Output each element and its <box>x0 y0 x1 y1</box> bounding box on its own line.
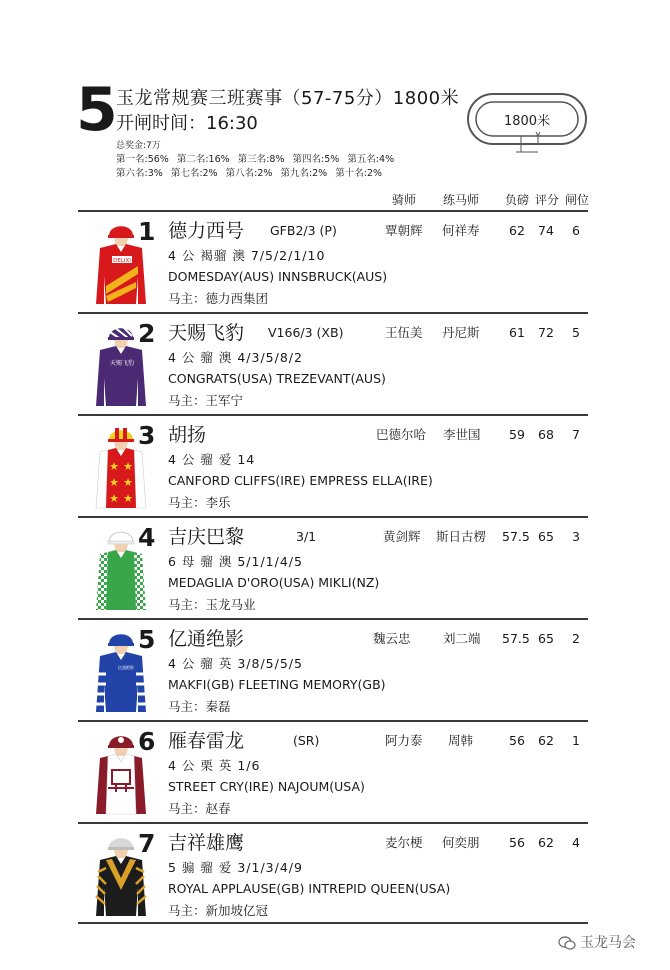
horse-pedigree: STREET CRY(IRE) NAJOUM(USA) <box>168 779 365 794</box>
prize-split: 第十名:2% <box>335 168 383 179</box>
jockey-name: 王伍美 <box>385 325 423 340</box>
rating-code: (SR) <box>293 733 320 748</box>
weight-value: 56 <box>509 733 525 748</box>
jockey-name: 巴德尔哈 <box>376 427 427 442</box>
horse-number: 3 <box>138 421 156 450</box>
svg-text:★: ★ <box>109 460 119 473</box>
race-start-time: 开闸时间：16:30 <box>116 113 258 134</box>
horse-owner: 马主：赵春 <box>168 801 231 816</box>
horse-row-2 <box>78 314 588 414</box>
horse-owner: 马主：秦磊 <box>168 699 231 714</box>
horse-number: 4 <box>138 523 156 552</box>
gate-value: 3 <box>572 529 580 544</box>
horse-row-1 <box>78 212 588 312</box>
weight-value: 61 <box>509 325 525 340</box>
jockey-name: 阿力泰 <box>385 733 423 748</box>
rating-code: 3/1 <box>296 529 317 544</box>
horse-name: 亿通绝影 <box>168 628 245 650</box>
horse-name: 吉庆巴黎 <box>168 526 245 548</box>
header-weight: 负磅 <box>505 193 530 207</box>
gate-value: 2 <box>572 631 580 646</box>
header-trainer: 练马师 <box>443 193 480 207</box>
horse-number: 5 <box>138 625 156 654</box>
prize-split: 第八名:2% <box>225 168 273 179</box>
jockey-name: 覃朝辉 <box>385 223 423 238</box>
horse-number: 6 <box>138 727 156 756</box>
horse-row-5 <box>78 620 588 720</box>
trainer-name: 何奕朋 <box>442 835 480 850</box>
jockey-name: 黄剑辉 <box>383 529 421 544</box>
trainer-name: 刘二端 <box>443 631 481 646</box>
race-title: 玉龙常规赛三班赛事（57-75分）1800米 <box>116 88 460 109</box>
svg-text:★: ★ <box>123 492 133 505</box>
gate-value: 6 <box>572 223 580 238</box>
silk-text: DELIXI <box>113 258 131 264</box>
rating-code: V166/3 (XB) <box>268 325 344 340</box>
horse-pedigree: CANFORD CLIFFS(IRE) EMPRESS ELLA(IRE) <box>168 473 433 488</box>
horse-pedigree: ROYAL APPLAUSE(GB) INTREPID QUEEN(USA) <box>168 881 451 896</box>
horse-name: 德力西号 <box>168 220 245 242</box>
horse-info: 4 公 褐骝 澳 7/5/2/1/10 <box>168 248 326 263</box>
prize-split: 第三名:8% <box>237 154 285 165</box>
weight-value: 62 <box>509 223 525 238</box>
silk-text: 天赐飞豹 <box>109 360 135 367</box>
weight-value: 56 <box>509 835 525 850</box>
rating-code: GFB2/3 (P) <box>270 223 337 238</box>
svg-text:★: ★ <box>109 492 119 505</box>
gate-value: 1 <box>572 733 580 748</box>
prize-split: 第一名:56% <box>116 154 169 165</box>
trainer-name: 丹尼斯 <box>442 325 480 340</box>
horse-pedigree: CONGRATS(USA) TREZEVANT(AUS) <box>168 371 386 386</box>
prize-split: 第四名:5% <box>292 154 340 165</box>
jockey-name: 魏云忠 <box>373 631 411 646</box>
prize-split-row-2 <box>116 167 387 180</box>
horse-owner: 马主：德力西集团 <box>168 291 269 306</box>
rating-value: 68 <box>538 427 554 442</box>
weight-value: 57.5 <box>502 631 530 646</box>
prize-split: 第二名:16% <box>176 154 230 165</box>
horse-owner: 马主：玉龙马业 <box>168 597 256 612</box>
silk-text: 亿通绝影 <box>118 665 134 670</box>
horse-info: 4 公 骝 澳 4/3/5/8/2 <box>168 350 303 365</box>
horse-number: 2 <box>138 319 156 348</box>
horse-info: 4 公 骝 英 3/8/5/5/5 <box>168 656 303 671</box>
horse-info: 6 母 骝 澳 5/1/1/4/5 <box>168 554 303 569</box>
horse-info: 4 公 骝 爱 14 <box>168 452 256 467</box>
rating-value: 62 <box>538 733 554 748</box>
horse-row-3 <box>78 416 588 516</box>
rating-value: 65 <box>538 529 554 544</box>
watermark-text: 玉龙马会 <box>580 935 636 951</box>
prize-split-row-1 <box>116 153 399 166</box>
trainer-name: 何祥寿 <box>442 223 480 238</box>
jockey-name: 麦尔梗 <box>385 835 423 850</box>
weight-value: 59 <box>509 427 525 442</box>
gate-value: 5 <box>572 325 580 340</box>
svg-text:★: ★ <box>109 476 119 489</box>
svg-text:★: ★ <box>123 476 133 489</box>
race-number: 5 <box>76 75 118 145</box>
wechat-icon <box>558 936 576 950</box>
horse-row-7 <box>78 824 588 924</box>
horse-pedigree: DOMESDAY(AUS) INNSBRUCK(AUS) <box>168 269 388 284</box>
track-diagram <box>466 90 592 156</box>
horse-owner: 马主：王军宁 <box>168 393 244 408</box>
horse-info: 4 公 栗 英 1/6 <box>168 758 261 773</box>
trainer-name: 李世国 <box>443 427 481 442</box>
header-jockey: 骑师 <box>392 193 417 207</box>
header-gate: 闸位 <box>565 193 590 207</box>
prize-split: 第六名:3% <box>116 168 163 179</box>
rating-value: 72 <box>538 325 554 340</box>
divider <box>78 922 588 924</box>
horse-owner: 马主：新加坡亿冠 <box>168 903 269 918</box>
horse-owner: 马主：李乐 <box>168 495 231 510</box>
race-prize: 总奖金:7万 <box>116 141 161 151</box>
watermark <box>558 932 636 952</box>
gate-value: 7 <box>572 427 580 442</box>
horse-row-4 <box>78 518 588 618</box>
prize-split: 第五名:4% <box>347 154 395 165</box>
rating-value: 74 <box>538 223 554 238</box>
trainer-name: 周韩 <box>448 733 474 748</box>
rating-value: 65 <box>538 631 554 646</box>
trainer-name: 斯日古楞 <box>436 529 487 544</box>
horse-name: 吉祥雄鹰 <box>168 832 245 854</box>
gate-value: 4 <box>572 835 580 850</box>
horse-pedigree: MEDAGLIA D'ORO(USA) MIKLI(NZ) <box>168 575 380 590</box>
horse-name: 雁春雷龙 <box>168 730 245 752</box>
horse-row-6 <box>78 722 588 822</box>
rating-value: 62 <box>538 835 554 850</box>
horse-number: 1 <box>138 217 156 246</box>
prize-split: 第九名:2% <box>280 168 328 179</box>
horse-name: 天赐飞豹 <box>168 322 245 344</box>
horse-info: 5 骟 骝 爱 3/1/3/4/9 <box>168 860 303 875</box>
weight-value: 57.5 <box>502 529 530 544</box>
horse-name: 胡扬 <box>168 424 207 446</box>
svg-text:★: ★ <box>123 460 133 473</box>
horse-pedigree: MAKFI(GB) FLEETING MEMORY(GB) <box>168 677 386 692</box>
track-distance-label: 1800米 <box>503 114 551 129</box>
horse-number: 7 <box>138 829 156 858</box>
prize-split: 第七名:2% <box>170 168 218 179</box>
header-rating: 评分 <box>535 193 560 207</box>
